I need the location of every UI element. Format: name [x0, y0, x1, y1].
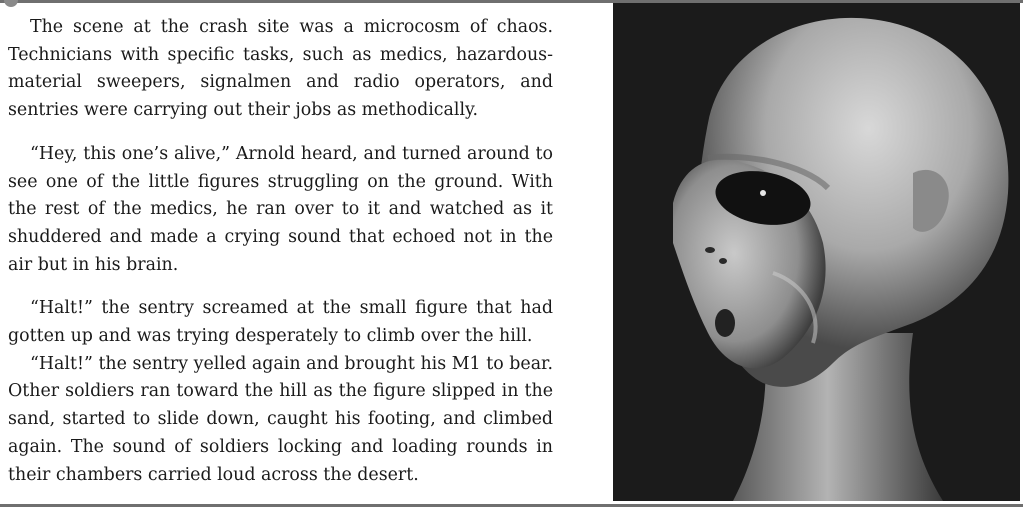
paragraph-3: “Halt!” the sentry screamed at the small figure that had gotten up and was trying desperately to climb over the hill.: [8, 298, 553, 347]
corner-dot-icon: [4, 0, 18, 7]
article-text: [8, 14, 553, 489]
alien-photo: [613, 3, 1020, 501]
paragraph-4: “Halt!” the sentry yelled again and brought his M1 to bear. Other soldiers ran toward the hill as the figure slipped in the sand, started to slide down, caught his footing, and climbed again. The sound of soldiers locking and loading rounds in their chambers carried loud across the desert.: [8, 353, 553, 485]
paragraph-1: The scene at the crash site was a microcosm of chaos. Technicians with specific tasks, such as medics, hazardous-material sweepers, signalmen and radio operators, and sentries were carrying out their jobs as methodically.: [8, 17, 553, 121]
paragraph-2: “Hey, this one’s alive,” Arnold heard, and turned around to see one of the little figures struggling on the ground. With the rest of the medics, he ran over to it and watched as it shuddered and made a crying sound that echoed not in the air but in his brain.: [8, 143, 553, 275]
alien-face-icon: [613, 3, 1020, 501]
